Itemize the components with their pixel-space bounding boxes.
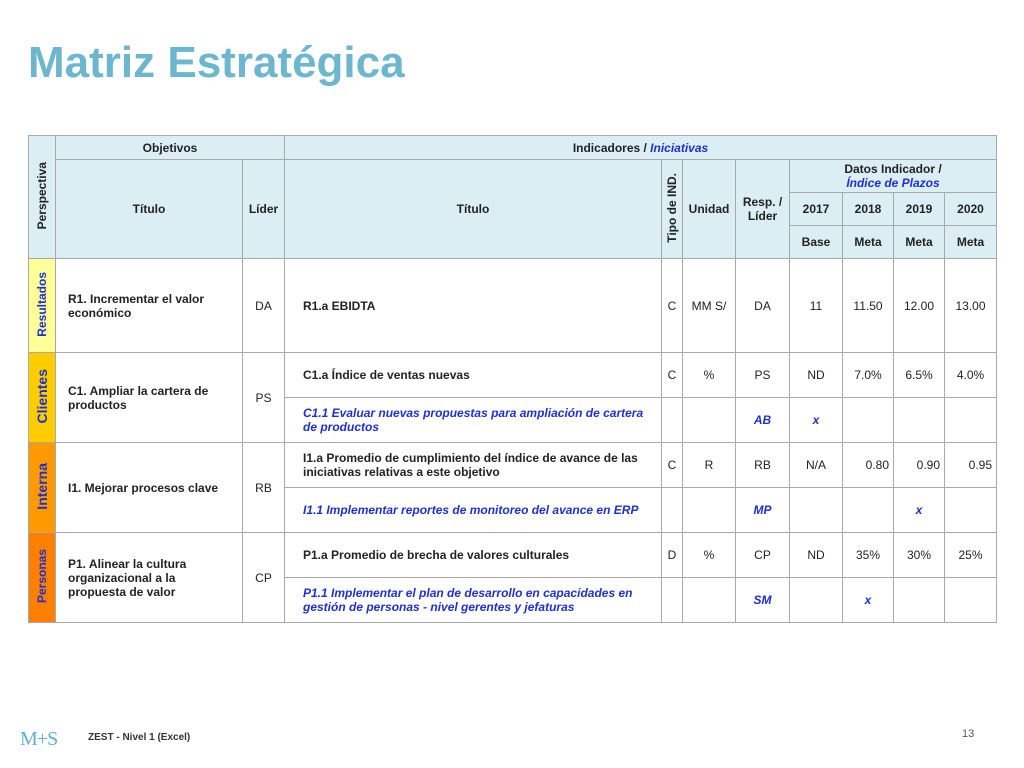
footer-text: ZEST - Nivel 1 (Excel): [88, 732, 191, 743]
resp-c1a: PS: [736, 353, 790, 398]
initiative-p11: P1.1 Implementar el plan de desarrollo en capacidades en gestión de personas - nivel gerentes y jefaturas: [285, 578, 662, 623]
perspective-clientes: Clientes: [29, 353, 56, 443]
indicator-title-header: Título: [285, 160, 662, 259]
meta-header-2020: Meta: [945, 226, 997, 259]
empty-2018-i11: [843, 488, 894, 533]
unit-i1a: R: [683, 443, 736, 488]
mark-2018-p11: x: [843, 578, 894, 623]
base-header: Base: [790, 226, 843, 259]
value-2020-r1a: 13.00: [945, 259, 997, 353]
objective-r1: R1. Incrementar el valor económico: [56, 259, 243, 353]
table-row: [29, 443, 997, 488]
mark-2017-c11: x: [790, 398, 843, 443]
resp-lider-header: Resp. / Líder: [736, 160, 790, 259]
initiative-i11: I1.1 Implementar reportes de monitoreo del avance en ERP: [285, 488, 662, 533]
objetivos-header: Objetivos: [56, 136, 285, 160]
type-r1a: C: [662, 259, 683, 353]
perspective-resultados: Resultados: [29, 259, 56, 353]
unit-p1a: %: [683, 533, 736, 578]
value-2018-c1a: 7.0%: [843, 353, 894, 398]
value-2019-r1a: 12.00: [894, 259, 945, 353]
value-2019-i1a: 0.90: [894, 443, 945, 488]
indicator-r1a: R1.a EBIDTA: [285, 259, 662, 353]
type-p11: [662, 578, 683, 623]
type-c1a: C: [662, 353, 683, 398]
leader-p1: CP: [243, 533, 285, 623]
perspectiva-header: Perspectiva: [29, 136, 56, 259]
year-2019-header: 2019: [894, 193, 945, 226]
year-2020-header: 2020: [945, 193, 997, 226]
resp-i1a: RB: [736, 443, 790, 488]
unit-r1a: MM S/: [683, 259, 736, 353]
perspective-interna: Interna: [29, 443, 56, 533]
objective-i1: I1. Mejorar procesos clave: [56, 443, 243, 533]
indicator-p1a: P1.a Promedio de brecha de valores culturales: [285, 533, 662, 578]
indicator-i1a: I1.a Promedio de cumplimiento del índice de avance de las iniciativas relativas a este objetivo: [285, 443, 662, 488]
value-2017-c1a: ND: [790, 353, 843, 398]
value-2017-r1a: 11: [790, 259, 843, 353]
year-2018-header: 2018: [843, 193, 894, 226]
strategic-matrix-table: [28, 135, 997, 623]
leader-i1: RB: [243, 443, 285, 533]
resp-c11: AB: [736, 398, 790, 443]
datos-indicador-header: Datos Indicador / Índice de Plazos: [790, 160, 997, 193]
type-p1a: D: [662, 533, 683, 578]
meta-header-2018: Meta: [843, 226, 894, 259]
resp-p11: SM: [736, 578, 790, 623]
empty-2017-i11: [790, 488, 843, 533]
page-number: 13: [962, 728, 975, 740]
table-row: [29, 259, 997, 353]
empty-2020-p11: [945, 578, 997, 623]
table-row: [29, 533, 997, 578]
unit-p11: [683, 578, 736, 623]
unidad-header: Unidad: [683, 160, 736, 259]
value-2018-i1a: 0.80: [843, 443, 894, 488]
tipo-ind-header: Tipo de IND.: [662, 160, 683, 259]
empty-2018-c11: [843, 398, 894, 443]
unit-i11: [683, 488, 736, 533]
type-i11: [662, 488, 683, 533]
initiative-c11: C1.1 Evaluar nuevas propuestas para ampliación de cartera de productos: [285, 398, 662, 443]
objective-title-header: Título: [56, 160, 243, 259]
leader-header: Líder: [243, 160, 285, 259]
value-2020-c1a: 4.0%: [945, 353, 997, 398]
page-title: Matriz Estratégica: [28, 38, 405, 87]
value-2019-c1a: 6.5%: [894, 353, 945, 398]
value-2018-r1a: 11.50: [843, 259, 894, 353]
table-row: [29, 353, 997, 398]
company-logo: M+S: [20, 728, 58, 750]
type-i1a: C: [662, 443, 683, 488]
empty-2020-i11: [945, 488, 997, 533]
empty-2019-p11: [894, 578, 945, 623]
resp-p1a: CP: [736, 533, 790, 578]
value-2020-p1a: 25%: [945, 533, 997, 578]
objective-c1: C1. Ampliar la cartera de productos: [56, 353, 243, 443]
value-2017-i1a: N/A: [790, 443, 843, 488]
year-2017-header: 2017: [790, 193, 843, 226]
indicator-c1a: C1.a Índice de ventas nuevas: [285, 353, 662, 398]
value-2018-p1a: 35%: [843, 533, 894, 578]
value-2017-p1a: ND: [790, 533, 843, 578]
type-c11: [662, 398, 683, 443]
indicadores-header: Indicadores / Iniciativas: [285, 136, 997, 160]
empty-2017-p11: [790, 578, 843, 623]
leader-c1: PS: [243, 353, 285, 443]
empty-2020-c11: [945, 398, 997, 443]
resp-i11: MP: [736, 488, 790, 533]
empty-2019-c11: [894, 398, 945, 443]
meta-header-2019: Meta: [894, 226, 945, 259]
value-2020-i1a: 0.95: [945, 443, 997, 488]
value-2019-p1a: 30%: [894, 533, 945, 578]
objective-p1: P1. Alinear la cultura organizacional a la propuesta de valor: [56, 533, 243, 623]
resp-r1a: DA: [736, 259, 790, 353]
perspective-personas: Personas: [29, 533, 56, 623]
leader-r1: DA: [243, 259, 285, 353]
unit-c11: [683, 398, 736, 443]
unit-c1a: %: [683, 353, 736, 398]
mark-2019-i11: x: [894, 488, 945, 533]
